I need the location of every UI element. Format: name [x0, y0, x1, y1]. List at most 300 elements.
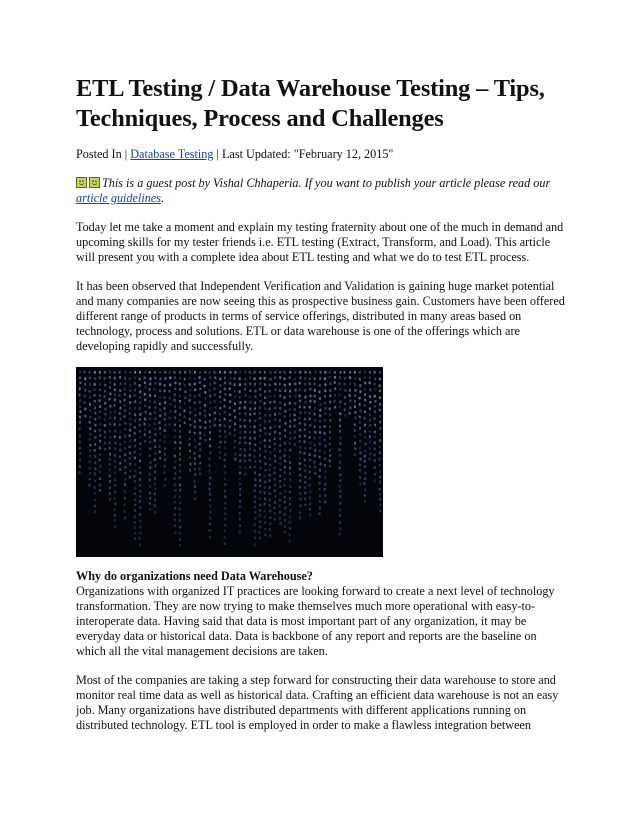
- binary-glyph: [164, 478, 166, 481]
- binary-glyph: [299, 446, 301, 449]
- binary-glyph: [104, 371, 106, 374]
- binary-glyph: [289, 420, 291, 423]
- binary-glyph: [254, 506, 256, 509]
- binary-glyph: [94, 400, 96, 403]
- binary-glyph: [294, 371, 296, 374]
- binary-glyph: [359, 447, 361, 450]
- binary-glyph: [329, 425, 331, 428]
- binary-glyph: [89, 484, 91, 487]
- binary-glyph: [294, 414, 296, 417]
- binary-glyph: [144, 428, 146, 431]
- binary-glyph: [134, 532, 136, 535]
- binary-glyph: [259, 394, 261, 397]
- binary-glyph: [194, 426, 196, 429]
- binary-glyph: [124, 441, 126, 444]
- binary-glyph: [324, 501, 326, 504]
- binary-glyph: [274, 501, 276, 504]
- binary-glyph: [274, 413, 276, 416]
- binary-glyph: [119, 430, 121, 433]
- binary-glyph: [244, 460, 246, 463]
- binary-glyph: [289, 449, 291, 452]
- binary-glyph: [124, 382, 126, 385]
- binary-glyph: [304, 492, 306, 495]
- binary-glyph: [129, 395, 131, 398]
- binary-glyph: [334, 371, 336, 374]
- binary-glyph: [339, 430, 341, 433]
- binary-glyph: [294, 425, 296, 428]
- binary-glyph: [209, 425, 211, 428]
- binary-glyph: [149, 400, 151, 403]
- binary-glyph: [339, 448, 341, 451]
- binary-glyph: [314, 425, 316, 428]
- binary-glyph: [339, 502, 341, 505]
- binary-glyph: [194, 414, 196, 417]
- binary-glyph: [139, 378, 141, 381]
- binary-glyph: [259, 417, 261, 420]
- binary-glyph: [149, 394, 151, 397]
- binary-glyph: [119, 424, 121, 427]
- binary-glyph: [164, 390, 166, 393]
- binary-glyph: [264, 503, 266, 506]
- binary-glyph: [239, 396, 241, 399]
- binary-glyph: [259, 454, 261, 457]
- binary-glyph: [359, 403, 361, 406]
- binary-glyph: [224, 453, 226, 456]
- binary-glyph: [94, 486, 96, 489]
- binary-glyph: [244, 436, 246, 439]
- binary-glyph: [129, 429, 131, 432]
- binary-glyph: [299, 451, 301, 454]
- binary-glyph: [299, 462, 301, 465]
- binary-glyph: [154, 439, 156, 442]
- binary-glyph: [94, 430, 96, 433]
- binary-glyph: [254, 489, 256, 492]
- binary-glyph: [264, 390, 266, 393]
- binary-glyph: [179, 470, 181, 473]
- binary-glyph: [234, 429, 236, 432]
- binary-glyph: [199, 401, 201, 404]
- binary-glyph: [219, 419, 221, 422]
- binary-glyph: [89, 467, 91, 470]
- binary-glyph: [259, 509, 261, 512]
- binary-glyph: [94, 377, 96, 380]
- binary-glyph: [284, 442, 286, 445]
- binary-glyph: [339, 442, 341, 445]
- binary-glyph: [354, 394, 356, 397]
- binary-glyph: [254, 407, 256, 410]
- binary-glyph: [269, 517, 271, 520]
- binary-glyph: [229, 382, 231, 385]
- binary-glyph: [374, 447, 376, 450]
- binary-glyph: [254, 501, 256, 504]
- binary-glyph: [134, 480, 136, 483]
- binary-glyph: [114, 514, 116, 517]
- binary-glyph: [224, 465, 226, 468]
- binary-glyph: [244, 425, 246, 428]
- binary-glyph: [134, 509, 136, 512]
- binary-glyph: [359, 384, 361, 387]
- binary-glyph: [374, 441, 376, 444]
- binary-glyph: [329, 465, 331, 468]
- binary-glyph: [89, 461, 91, 464]
- binary-glyph: [254, 496, 256, 499]
- binary-glyph: [374, 405, 376, 408]
- binary-glyph: [109, 423, 111, 426]
- binary-glyph: [239, 442, 241, 445]
- binary-glyph: [164, 441, 166, 444]
- binary-glyph: [304, 411, 306, 414]
- binary-glyph: [284, 519, 286, 522]
- binary-glyph: [184, 409, 186, 412]
- binary-glyph: [309, 496, 311, 499]
- binary-glyph: [159, 371, 161, 374]
- binary-glyph: [299, 517, 301, 520]
- binary-glyph: [99, 470, 101, 473]
- binary-glyph: [214, 394, 216, 397]
- binary-glyph: [234, 390, 236, 393]
- binary-glyph: [314, 444, 316, 447]
- binary-glyph: [79, 434, 81, 437]
- binary-glyph: [284, 371, 286, 374]
- binary-glyph: [99, 423, 101, 426]
- binary-glyph: [119, 436, 121, 439]
- binary-glyph: [224, 507, 226, 510]
- binary-glyph: [339, 401, 341, 404]
- binary-glyph: [289, 467, 291, 470]
- binary-glyph: [364, 382, 366, 385]
- binary-glyph: [164, 435, 166, 438]
- binary-glyph: [154, 371, 156, 374]
- binary-glyph: [179, 395, 181, 398]
- binary-glyph: [249, 466, 251, 469]
- binary-glyph: [124, 447, 126, 450]
- binary-glyph: [269, 401, 271, 404]
- binary-glyph: [359, 421, 361, 424]
- binary-glyph: [224, 405, 226, 408]
- binary-glyph: [189, 418, 191, 421]
- binary-glyph: [154, 388, 156, 391]
- binary-glyph: [124, 371, 126, 374]
- binary-glyph: [134, 400, 136, 403]
- binary-glyph: [139, 472, 141, 475]
- binary-glyph: [174, 376, 176, 379]
- binary-glyph: [139, 520, 141, 523]
- binary-glyph: [289, 472, 291, 475]
- binary-glyph: [124, 435, 126, 438]
- guest-post-note: [76, 176, 566, 206]
- binary-glyph: [254, 523, 256, 526]
- binary-glyph: [344, 389, 346, 392]
- binary-glyph: [274, 401, 276, 404]
- binary-glyph: [194, 446, 196, 449]
- binary-glyph: [224, 490, 226, 493]
- binary-glyph: [134, 457, 136, 460]
- binary-glyph: [259, 412, 261, 415]
- binary-glyph: [339, 485, 341, 488]
- binary-glyph: [79, 465, 81, 468]
- binary-glyph: [324, 377, 326, 380]
- binary-glyph: [284, 410, 286, 413]
- binary-glyph: [164, 471, 166, 474]
- binary-glyph: [104, 424, 106, 427]
- binary-glyph: [294, 383, 296, 386]
- binary-glyph: [154, 382, 156, 385]
- binary-glyph: [369, 419, 371, 422]
- binary-glyph: [144, 423, 146, 426]
- binary-glyph: [84, 371, 86, 374]
- binary-glyph: [369, 440, 371, 443]
- binary-glyph: [99, 405, 101, 408]
- binary-glyph: [134, 451, 136, 454]
- binary-glyph: [239, 425, 241, 428]
- binary-glyph: [279, 438, 281, 441]
- binary-glyph: [269, 528, 271, 531]
- binary-glyph: [89, 396, 91, 399]
- binary-glyph: [179, 413, 181, 416]
- binary-glyph: [239, 483, 241, 486]
- binary-glyph: [289, 425, 291, 428]
- binary-glyph: [159, 432, 161, 435]
- binary-glyph: [319, 456, 321, 459]
- binary-glyph: [344, 408, 346, 411]
- binary-glyph: [289, 516, 291, 519]
- binary-glyph: [264, 463, 266, 466]
- binary-glyph: [79, 399, 81, 402]
- binary-glyph: [99, 434, 101, 437]
- binary-glyph: [279, 383, 281, 386]
- binary-glyph: [189, 450, 191, 453]
- binary-glyph: [304, 377, 306, 380]
- ivv-paragraph: It has been observed that Independent Verification and Validation is gaining huge market potential and many companies are now seeing this as prospective business gain. Customers have been offered different range of products in terms of service offerings, distributed in many areas based on technology, process and solutions. ETL or data warehouse is one of the offerings which are developing rapidly and successfully.: [76, 279, 565, 353]
- binary-glyph: [219, 424, 221, 427]
- binary-glyph: [89, 416, 91, 419]
- binary-glyph: [239, 383, 241, 386]
- binary-glyph: [289, 527, 291, 530]
- binary-glyph: [259, 497, 261, 500]
- binary-glyph: [174, 483, 176, 486]
- binary-glyph: [179, 425, 181, 428]
- binary-glyph: [254, 431, 256, 434]
- binary-glyph: [104, 418, 106, 421]
- binary-glyph: [109, 417, 111, 420]
- binary-glyph: [174, 460, 176, 463]
- binary-glyph: [279, 376, 281, 379]
- binary-glyph: [144, 371, 146, 374]
- binary-glyph: [269, 414, 271, 417]
- binary-glyph: [299, 411, 301, 414]
- binary-glyph: [284, 389, 286, 392]
- binary-glyph: [329, 419, 331, 422]
- binary-glyph: [324, 476, 326, 479]
- binary-glyph: [244, 401, 246, 404]
- binary-glyph: [89, 409, 91, 412]
- binary-glyph: [359, 378, 361, 381]
- binary-glyph: [329, 394, 331, 397]
- binary-glyph: [379, 378, 381, 381]
- binary-glyph: [249, 447, 251, 450]
- binary-glyph: [179, 406, 181, 409]
- binary-glyph: [169, 417, 171, 420]
- binary-glyph: [304, 371, 306, 374]
- binary-glyph: [259, 504, 261, 507]
- binary-glyph: [364, 443, 366, 446]
- binary-glyph: [364, 417, 366, 420]
- binary-glyph: [269, 522, 271, 525]
- article-guidelines-link[interactable]: article guidelines: [76, 191, 161, 205]
- binary-glyph: [194, 371, 196, 374]
- binary-glyph: [134, 376, 136, 379]
- binary-glyph: [289, 408, 291, 411]
- binary-glyph: [274, 388, 276, 391]
- binary-glyph: [324, 483, 326, 486]
- binary-glyph: [269, 445, 271, 448]
- binary-glyph: [139, 424, 141, 427]
- binary-glyph: [299, 435, 301, 438]
- binary-glyph: [114, 448, 116, 451]
- binary-glyph: [134, 371, 136, 374]
- binary-glyph: [334, 406, 336, 409]
- binary-glyph: [294, 402, 296, 405]
- binary-glyph: [119, 407, 121, 410]
- binary-glyph: [339, 521, 341, 524]
- binary-glyph: [324, 371, 326, 374]
- binary-glyph: [114, 479, 116, 482]
- binary-glyph: [164, 401, 166, 404]
- binary-glyph: [269, 457, 271, 460]
- binary-glyph: [339, 406, 341, 409]
- binary-glyph: [319, 500, 321, 503]
- binary-glyph: [259, 473, 261, 476]
- binary-glyph: [239, 531, 241, 534]
- binary-glyph: [104, 413, 106, 416]
- binary-glyph: [99, 484, 101, 487]
- binary-glyph: [329, 454, 331, 457]
- binary-glyph: [239, 448, 241, 451]
- binary-glyph: [269, 390, 271, 393]
- binary-glyph: [314, 466, 316, 469]
- binary-glyph: [254, 471, 256, 474]
- binary-glyph: [164, 459, 166, 462]
- binary-glyph: [359, 371, 361, 374]
- binary-glyph: [284, 403, 286, 406]
- category-link[interactable]: Database Testing: [130, 147, 214, 161]
- binary-glyph: [79, 371, 81, 374]
- binary-glyph: [274, 467, 276, 470]
- binary-glyph: [124, 404, 126, 407]
- binary-glyph: [249, 383, 251, 386]
- binary-glyph: [139, 436, 141, 439]
- binary-glyph: [299, 486, 301, 489]
- binary-glyph: [284, 454, 286, 457]
- binary-glyph: [169, 397, 171, 400]
- binary-glyph: [149, 461, 151, 464]
- binary-glyph: [179, 447, 181, 450]
- binary-glyph: [374, 479, 376, 482]
- binary-glyph: [254, 419, 256, 422]
- binary-glyph: [334, 376, 336, 379]
- binary-glyph: [264, 420, 266, 423]
- binary-glyph: [139, 407, 141, 410]
- binary-glyph: [134, 463, 136, 466]
- binary-glyph: [204, 378, 206, 381]
- binary-glyph: [84, 395, 86, 398]
- binary-glyph: [319, 377, 321, 380]
- binary-glyph: [99, 453, 101, 456]
- binary-glyph: [144, 418, 146, 421]
- binary-glyph: [259, 371, 261, 374]
- section-heading: Why do organizations need Data Warehouse?: [76, 569, 313, 583]
- binary-glyph: [184, 396, 186, 399]
- matrix-data-image: [76, 367, 383, 557]
- binary-glyph: [264, 427, 266, 430]
- binary-glyph: [294, 378, 296, 381]
- binary-glyph: [379, 396, 381, 399]
- binary-glyph: [114, 417, 116, 420]
- binary-glyph: [379, 488, 381, 491]
- binary-glyph: [354, 423, 356, 426]
- binary-glyph: [239, 401, 241, 404]
- binary-glyph: [124, 377, 126, 380]
- binary-glyph: [284, 460, 286, 463]
- binary-glyph: [129, 457, 131, 460]
- binary-glyph: [304, 428, 306, 431]
- binary-glyph: [354, 454, 356, 457]
- binary-glyph: [129, 452, 131, 455]
- binary-glyph: [129, 423, 131, 426]
- binary-glyph: [289, 533, 291, 536]
- binary-glyph: [199, 407, 201, 410]
- binary-glyph: [159, 409, 161, 412]
- binary-glyph: [279, 480, 281, 483]
- binary-glyph: [364, 488, 366, 491]
- binary-glyph: [364, 500, 366, 503]
- binary-glyph: [179, 436, 181, 439]
- binary-glyph: [199, 388, 201, 391]
- binary-glyph: [279, 511, 281, 514]
- binary-glyph: [304, 504, 306, 507]
- binary-glyph: [299, 406, 301, 409]
- binary-glyph: [319, 371, 321, 374]
- binary-glyph: [279, 425, 281, 428]
- binary-glyph: [89, 478, 91, 481]
- binary-glyph: [294, 408, 296, 411]
- binary-glyph: [329, 449, 331, 452]
- binary-glyph: [209, 536, 211, 539]
- binary-glyph: [94, 407, 96, 410]
- binary-glyph: [209, 482, 211, 485]
- binary-glyph: [194, 485, 196, 488]
- binary-glyph: [194, 389, 196, 392]
- binary-glyph: [259, 485, 261, 488]
- binary-glyph: [139, 543, 141, 546]
- binary-glyph: [304, 469, 306, 472]
- binary-glyph: [94, 388, 96, 391]
- binary-glyph: [319, 495, 321, 498]
- binary-glyph: [79, 394, 81, 397]
- binary-glyph: [279, 395, 281, 398]
- binary-glyph: [209, 505, 211, 508]
- intro-paragraph: Today let me take a moment and explain my testing fraternity about one of the much in demand and upcoming skills for my tester friends i.e. ETL testing (Extract, Transform, and Load). This article will present you with a complete idea about ETL testing and what we do to test ETL process.: [76, 220, 564, 264]
- binary-glyph: [109, 493, 111, 496]
- binary-glyph: [169, 377, 171, 380]
- binary-glyph: [209, 438, 211, 441]
- binary-glyph: [269, 408, 271, 411]
- binary-glyph: [229, 387, 231, 390]
- binary-glyph: [269, 492, 271, 495]
- binary-glyph: [174, 448, 176, 451]
- binary-glyph: [119, 449, 121, 452]
- binary-glyph: [259, 491, 261, 494]
